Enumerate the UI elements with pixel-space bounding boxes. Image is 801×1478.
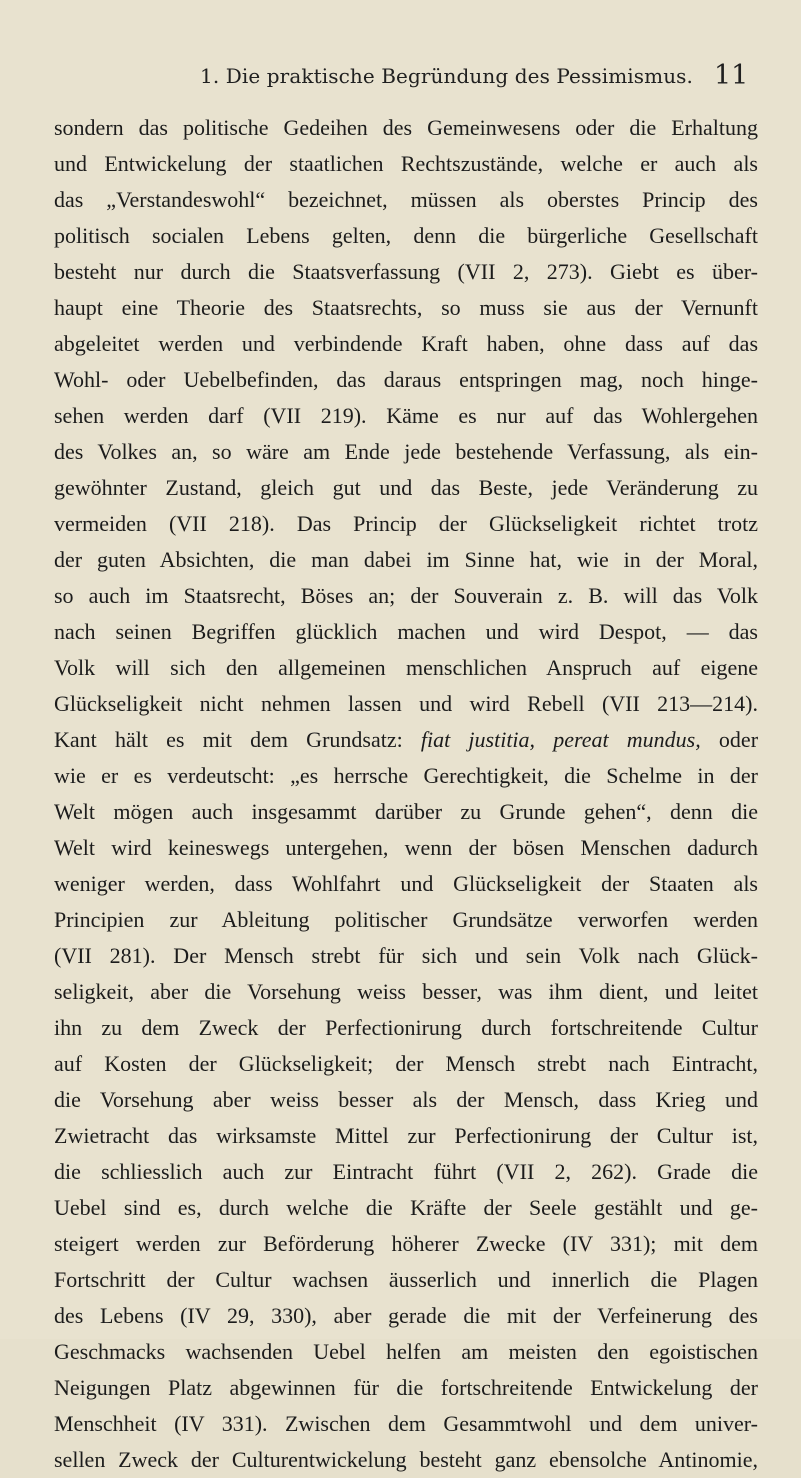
text-line: des Volkes an, so wäre am Ende jede bestehende Verfassung, als ein-: [54, 439, 758, 464]
text-line: Menschheit (IV 331). Zwischen dem Gesammtwohl und dem univer-: [54, 1411, 758, 1436]
text-line: der guten Absichten, die man dabei im Sinne hat, wie in der Moral,: [54, 547, 758, 572]
text-line: die Vorsehung aber weiss besser als der Mensch, dass Krieg und: [54, 1087, 758, 1112]
text-line: seligkeit, aber die Vorsehung weiss besser, was ihm dient, und leitet: [54, 979, 758, 1004]
text-line: besteht nur durch die Staatsverfassung (VII 2, 273). Giebt es über-: [54, 259, 758, 284]
text-line: Geschmacks wachsenden Uebel helfen am meisten den egoistischen: [54, 1339, 758, 1364]
page-header: [0, 60, 801, 94]
text-line: so auch im Staatsrecht, Böses an; der Souverain z. B. will das Volk: [54, 583, 758, 608]
text-line: politisch socialen Lebens gelten, denn die bürgerliche Gesellschaft: [54, 223, 758, 248]
text-line: Fortschritt der Cultur wachsen äusserlich und innerlich die Plagen: [54, 1267, 758, 1292]
text-line: Uebel sind es, durch welche die Kräfte der Seele gestählt und ge-: [54, 1195, 758, 1220]
text-line: und Entwickelung der staatlichen Rechtszustände, welche er auch als: [54, 151, 758, 176]
text-line: nach seinen Begriffen glücklich machen und wird Despot, — das: [54, 619, 758, 644]
text-line: (VII 281). Der Mensch strebt für sich und sein Volk nach Glück-: [54, 943, 758, 968]
text-line: sehen werden darf (VII 219). Käme es nur auf das Wohlergehen: [54, 403, 758, 428]
text-line: auf Kosten der Glückseligkeit; der Mensch strebt nach Eintracht,: [54, 1051, 758, 1076]
text-line: Volk will sich den allgemeinen menschlichen Anspruch auf eigene: [54, 655, 758, 680]
text-line: Glückseligkeit nicht nehmen lassen und wird Rebell (VII 213—214).: [54, 691, 758, 716]
page-number: 11: [714, 60, 749, 91]
text-line: abgeleitet werden und verbindende Kraft haben, ohne dass auf das: [54, 331, 758, 356]
text-line: Neigungen Platz abgewinnen für die fortschreitende Entwickelung der: [54, 1375, 758, 1400]
kant-line-before: Kant hält es mit dem Grundsatz:: [54, 727, 421, 752]
text-line: vermeiden (VII 218). Das Princip der Glückseligkeit richtet trotz: [54, 511, 758, 536]
text-line: steigert werden zur Beförderung höherer Zwecke (IV 331); mit dem: [54, 1231, 758, 1256]
text-line: Wohl- oder Uebelbefinden, das daraus entspringen mag, noch hinge-: [54, 367, 758, 392]
text-line-with-latin-quote: [54, 722, 758, 758]
text-line: Principien zur Ableitung politischer Grundsätze verworfen werden: [54, 907, 758, 932]
text-line: Welt wird keineswegs untergehen, wenn der bösen Menschen dadurch: [54, 835, 758, 860]
text-line: sondern das politische Gedeihen des Gemeinwesens oder die Erhaltung: [54, 115, 758, 140]
kant-line-after: oder: [700, 727, 759, 752]
text-line: sellen Zweck der Culturentwickelung besteht ganz ebensolche Antinomie,: [54, 1447, 758, 1472]
text-line: Zwietracht das wirksamste Mittel zur Perfectionirung der Cultur ist,: [54, 1123, 758, 1148]
latin-quote: fiat justitia, pereat mundus,: [420, 727, 701, 752]
running-title: 1. Die praktische Begründung des Pessimismus.: [200, 64, 693, 88]
text-line: wie er es verdeutscht: „es herrsche Gerechtigkeit, die Schelme in der: [54, 763, 758, 788]
text-line: des Lebens (IV 29, 330), aber gerade die mit der Verfeinerung des: [54, 1303, 758, 1328]
text-line: haupt eine Theorie des Staatsrechts, so muss sie aus der Vernunft: [54, 295, 758, 320]
text-line: gewöhnter Zustand, gleich gut und das Beste, jede Veränderung zu: [54, 475, 758, 500]
text-line: Welt mögen auch insgesammt darüber zu Grunde gehen“, denn die: [54, 799, 758, 824]
text-line: weniger werden, dass Wohlfahrt und Glückseligkeit der Staaten als: [54, 871, 758, 896]
text-line: ihn zu dem Zweck der Perfectionirung durch fortschreitende Cultur: [54, 1015, 758, 1040]
body-text: [54, 110, 758, 1478]
text-line: das „Verstandeswohl“ bezeichnet, müssen als oberstes Princip des: [54, 187, 758, 212]
text-line: die schliesslich auch zur Eintracht führt (VII 2, 262). Grade die: [54, 1159, 758, 1184]
